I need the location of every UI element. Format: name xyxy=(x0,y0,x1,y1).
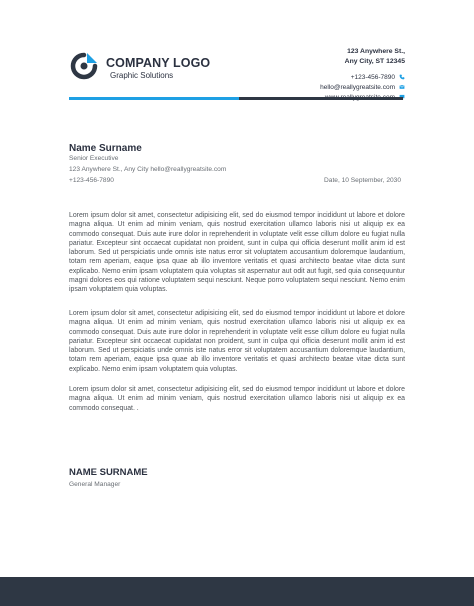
signatory-name: NAME SURNAME xyxy=(69,467,148,478)
company-tagline: Graphic Solutions xyxy=(110,71,174,80)
address-line-1: 123 Anywhere St., xyxy=(347,48,405,55)
recipient-title: Senior Executive xyxy=(69,155,119,162)
body-paragraph-1: Lorem ipsum dolor sit amet, consectetur adipisicing elit, sed do eiusmod tempor incididunt ut labore et dolore magna aliqua. Ut enim ad minim veniam, quis nostrud exercitation ullamco laboris nisi ut aliquip ex ea commodo consequat. Duis aute irure dolor in reprehenderit in voluptate velit esse cillum dolore eu fugiat nulla pariatur. Excepteur sint occaecat cupidatat non proident, sunt in culpa qui officia deserunt mollit anim id est laborum. Sed ut perspiciatis unde omnis iste natus error sit voluptatem accusantium doloremque laudantium, totam rem aperiam, eaque ipsa quae ab illo inventore veritatis et quasi architecto beatae vitae dicta sunt explicabo. Nemo enim ipsam voluptatem quia voluptas sit aspernatur aut odit aut fugit, sed quia consequuntur magni dolores eos qui ratione voluptatem sequi nesciunt. Neque porro voluptatem sequi nesciunt. Nemo enim ipsam voluptatem quia voluptas. xyxy=(69,212,405,294)
body-paragraph-3: Lorem ipsum dolor sit amet, consectetur adipisicing elit, sed do eiusmod tempor incididunt ut labore et dolore magna aliqua. Ut enim ad minim veniam, quis nostrud exercitation ullamco laboris nisi ut aliquip ex ea commodo consequat. . xyxy=(69,386,405,412)
company-logo-mark xyxy=(69,51,99,81)
body-paragraph-2: Lorem ipsum dolor sit amet, consectetur adipisicing elit, sed do eiusmod tempor incididunt ut labore et dolore magna aliqua. Ut enim ad minim veniam, quis nostrud exercitation ullamco laboris nisi ut aliquip ex ea commodo consequat. Duis aute irure dolor in reprehenderit in voluptate velit esse cillum dolore eu fugiat nulla pariatur. Excepteur sint occaecat cupidatat non proident, sunt in culpa qui officia deserunt mollit anim id est laborum. Sed ut perspiciatis unde omnis iste natus error sit voluptatem accusantium doloremque laudantium, totam rem aperiam, eaque ipsa quae ab illo inventore veritatis et quasi architecto beatae vitae dicta sunt explicabo. Nemo enim ipsam voluptatem quia voluptas. xyxy=(69,310,405,373)
phone-row xyxy=(320,72,405,82)
email-row xyxy=(320,82,405,92)
recipient-address: 123 Anywhere St., Any City hello@reallygreatsite.com xyxy=(69,166,227,173)
header-divider-accent xyxy=(69,97,239,100)
email-icon xyxy=(399,84,405,90)
recipient-phone: +123-456-7890 xyxy=(69,177,114,184)
phone-text: +123-456-7890 xyxy=(350,73,395,81)
phone-icon xyxy=(399,74,405,80)
company-name: COMPANY LOGO xyxy=(106,56,211,70)
recipient-name: Name Surname xyxy=(69,143,142,154)
signatory-title: General Manager xyxy=(69,481,121,488)
footer-bar xyxy=(0,577,474,606)
email-link[interactable]: hello@reallygreatsite.com xyxy=(320,83,395,91)
address-line-2: Any City, ST 12345 xyxy=(344,57,405,65)
contact-block xyxy=(320,47,405,102)
letter-date: Date, 10 September, 2030 xyxy=(324,177,401,184)
